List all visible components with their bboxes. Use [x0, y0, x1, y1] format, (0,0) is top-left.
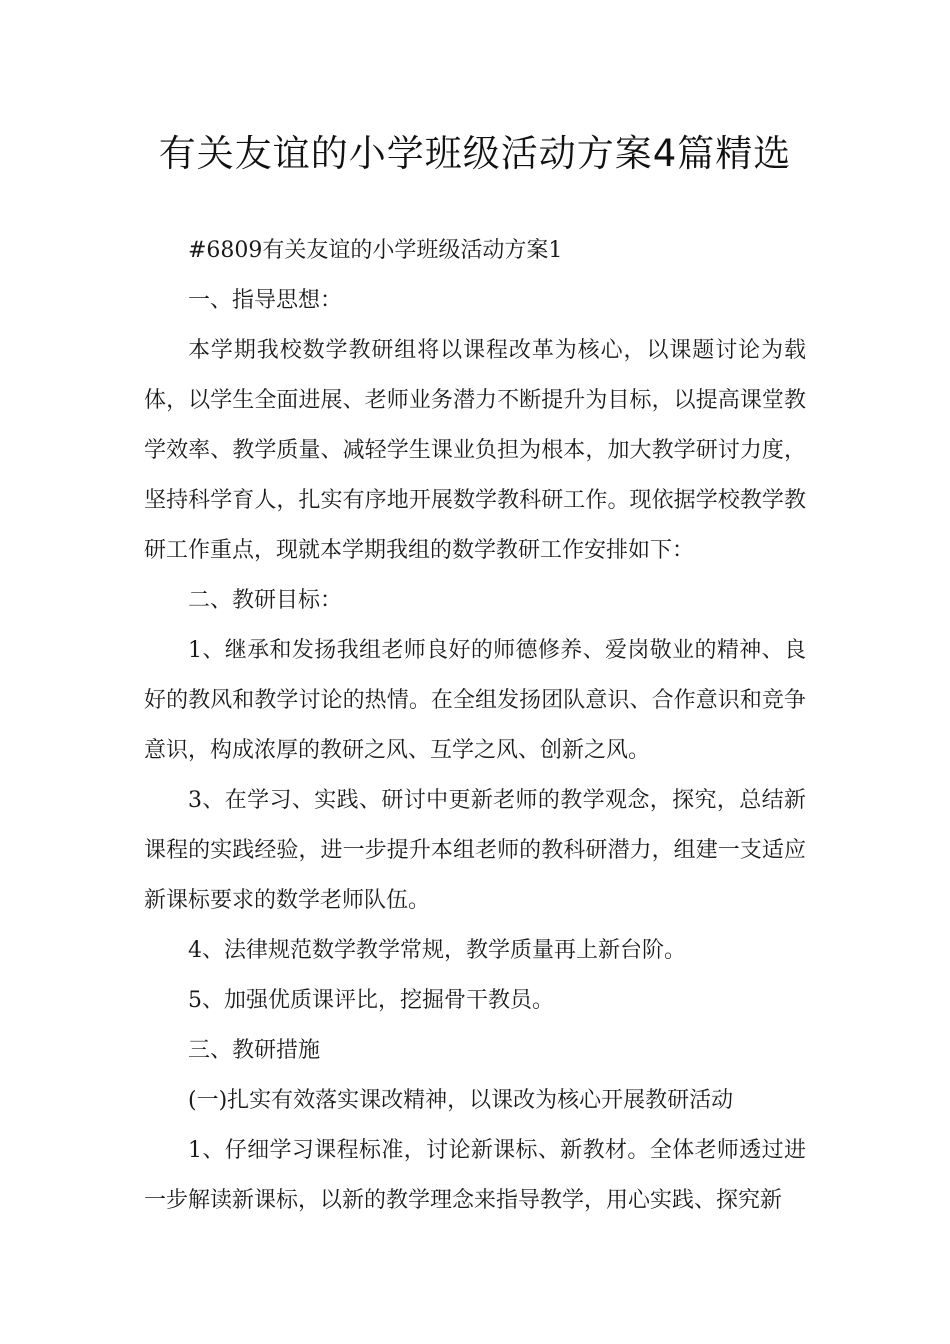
heading-research-measures: 三、教研措施: [188, 1038, 321, 1063]
document-body: [144, 226, 806, 1226]
subheading-measure-1: (一)扎实有效落实课改精神，以课改为核心开展教研活动: [188, 1088, 734, 1113]
paragraph-subtitle: #6809有关友谊的小学班级活动方案1: [188, 238, 563, 263]
paragraph-goal-5: 5、加强优质课评比，挖掘骨干教员。: [188, 988, 554, 1013]
paragraph-goal-1: 1、继承和发扬我组老师良好的师德修养、爱岗敬业的精神、良好的教风和教学讨论的热情。在全组发扬团队意识、合作意识和竞争意识，构成浓厚的教研之风、互学之风、创新之风。: [144, 638, 806, 763]
paragraph-measure-1-1: 1、仔细学习课程标准，讨论新课标、新教材。全体老师透过进一步解读新课标，以新的教学理念来指导教学，用心实践、探究新: [144, 1138, 806, 1213]
heading-research-goals: 二、教研目标：: [188, 588, 343, 613]
document-title: 有关友谊的小学班级活动方案4篇精选: [158, 132, 792, 175]
heading-guiding-ideology: 一、指导思想：: [188, 288, 343, 313]
paragraph-goal-3: 3、在学习、实践、研讨中更新老师的教学观念，探究，总结新课程的实践经验，进一步提升本组老师的教科研潜力，组建一支适应新课标要求的数学老师队伍。: [144, 788, 806, 913]
paragraph-guiding-ideology: 本学期我校数学教研组将以课程改革为核心，以课题讨论为载体，以学生全面进展、老师业务潜力不断提升为目标，以提高课堂教学效率、教学质量、减轻学生课业负担为根本，加大教学研讨力度，坚持科学育人，扎实有序地开展数学教科研工作。现依据学校教学教研工作重点，现就本学期我组的数学教研工作安排如下：: [144, 338, 806, 563]
paragraph-goal-4: 4、法律规范数学教学常规，教学质量再上新台阶。: [188, 938, 686, 963]
